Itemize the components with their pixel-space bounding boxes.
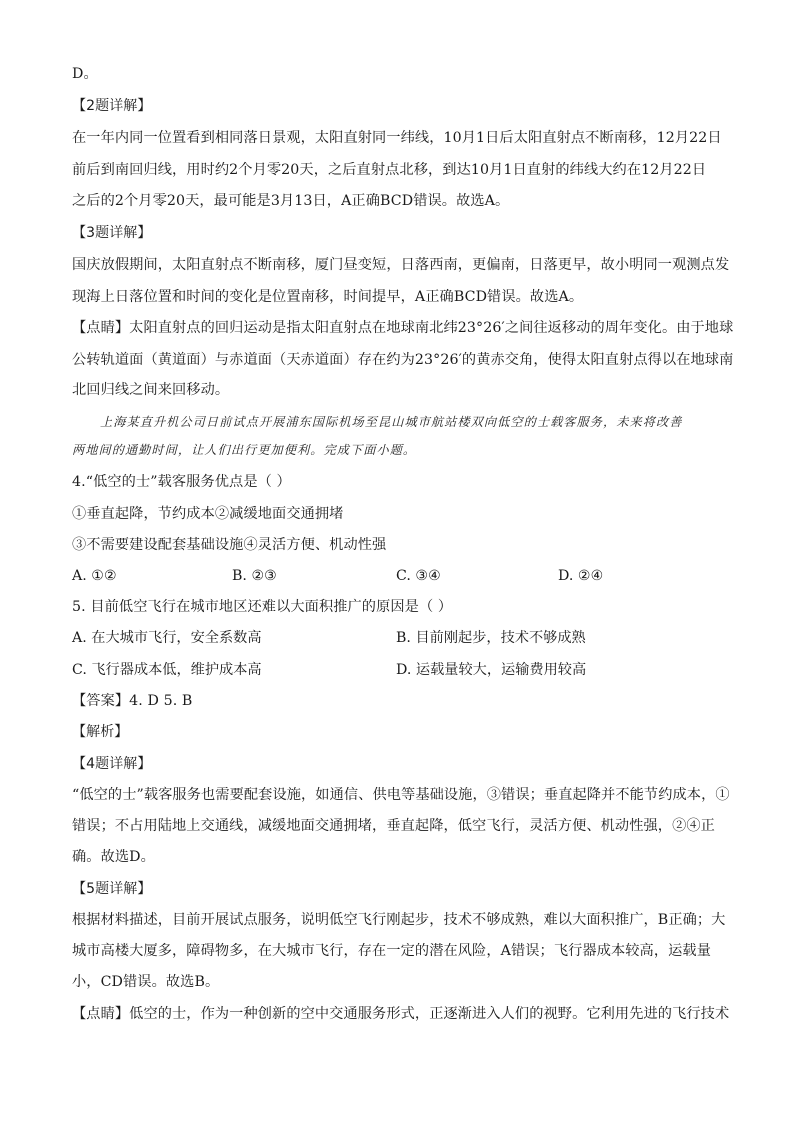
question-4-statement-1: ①垂直起降，节约成本②减缓地面交通拥堵 (72, 506, 344, 522)
q2-explanation-line-3: 之后的2个月零20天，最可能是3月13日，A正确BCD错误。故选A。 (72, 193, 510, 209)
q4-explanation-line-2: 错误；不占用陆地上交通线，减缓地面交通拥堵，垂直起降，低空飞行，灵活方便、机动性强，②④正 (72, 818, 715, 834)
q3-explanation-line-2: 现海上日落位置和时间的变化是位置南移，时间提早，A正确BCD错误。故选A。 (72, 289, 584, 305)
tip-2-line-1: 【点睛】低空的士，作为一种创新的空中交通服务形式，正逐渐进入人们的视野。它利用先进的飞行技术 (72, 1006, 730, 1022)
question-4-statement-2: ③不需要建设配套基础设施④灵活方便、机动性强 (72, 537, 387, 553)
q5-option-a: A. 在大城市飞行，安全系数高 (72, 630, 262, 646)
tip-line-2: 公转轨道面（黄道面）与赤道面（天赤道面）存在约为23°26′的黄赤交角，使得太阳直射点得以在地球南 (72, 352, 734, 368)
section-heading-analysis: 【解析】 (72, 724, 129, 740)
passage-line-1: 上海某直升机公司日前试点开展浦东国际机场至昆山城市航站楼双向低空的士载客服务，未来将改善 (100, 415, 683, 429)
section-heading-q2-detail: 【2题详解】 (72, 98, 152, 114)
answer-continuation: D。 (72, 66, 98, 82)
q5-option-d: D. 运载量较大，运输费用较高 (396, 662, 587, 678)
question-4-stem: 4.“低空的士”载客服务优点是（ ） (72, 474, 291, 490)
q5-explanation-line-1: 根据材料描述，目前开展试点服务，说明低空飞行刚起步，技术不够成熟，难以大面积推广，B正确；大 (72, 912, 726, 928)
q4-option-b: B. ②③ (232, 568, 277, 584)
q5-explanation-line-3: 小，CD错误。故选B。 (72, 974, 220, 990)
q5-option-c: C. 飞行器成本低，维护成本高 (72, 662, 262, 678)
question-5-stem: 5. 目前低空飞行在城市地区还难以大面积推广的原因是（ ） (72, 599, 453, 615)
section-heading-q4-detail: 【4题详解】 (72, 756, 152, 772)
q4-explanation-line-1: “低空的士”载客服务也需要配套设施，如通信、供电等基础设施，③错误；垂直起降并不能节约成本，① (72, 787, 730, 803)
answer-key: 【答案】4. D 5. B (72, 693, 193, 709)
q4-explanation-line-3: 确。故选D。 (72, 849, 155, 865)
q4-option-a: A. ①② (72, 568, 117, 584)
q5-explanation-line-2: 城市高楼大厦多，障碍物多，在大城市飞行，存在一定的潜在风险，A错误；飞行器成本较高，运载量 (72, 943, 711, 959)
tip-line-1: 【点睛】太阳直射点的回归运动是指太阳直射点在地球南北纬23°26′之间往返移动的周年变化。由于地球 (72, 320, 734, 336)
q4-option-d: D. ②④ (558, 568, 604, 584)
passage-line-2: 两地间的通勤时间，让人们出行更加便利。完成下面小题。 (72, 443, 417, 457)
q2-explanation-line-2: 前后到南回归线，用时约2个月零20天，之后直射点北移，到达10月1日直射的纬线大约在12月22日 (72, 162, 707, 178)
q4-option-c: C. ③④ (396, 568, 441, 584)
q5-option-b: B. 目前刚起步，技术不够成熟 (396, 630, 586, 646)
section-heading-q5-detail: 【5题详解】 (72, 881, 152, 897)
q2-explanation-line-1: 在一年内同一位置看到相同落日景观，太阳直射同一纬线，10月1日后太阳直射点不断南移，12月22日 (72, 130, 722, 146)
tip-line-3: 北回归线之间来回移动。 (72, 382, 230, 398)
section-heading-q3-detail: 【3题详解】 (72, 225, 152, 241)
q3-explanation-line-1: 国庆放假期间，太阳直射点不断南移，厦门昼变短，日落西南，更偏南，日落更早，故小明同一观测点发 (72, 257, 730, 273)
